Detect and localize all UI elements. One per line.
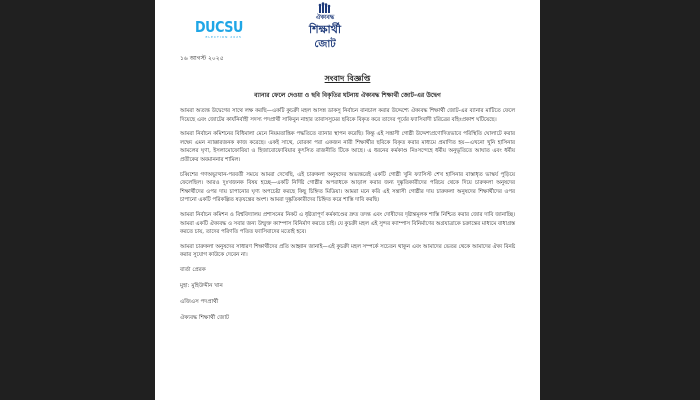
signature-name: মুহা: মুহিউদ্দীন খান [180,282,223,289]
paragraph: আমরা অত্যন্ত উদ্বেগের সাথে লক্ষ করছি—একটি কুচক্রী মহল আসন্ন ডাকসু নির্বাচন বানচাল করার উদ্দেশ্যে ঐক্যবদ্ধ শিক্ষার্থী জোট-এর ব্যানার মাটিতে ফেলে দিয়েছে এবং জোটের কার্যনির্বাহী সদস্য পদপ্রার্থী সাকিবুন নাহার তাবাসসুমের ছবিকে বিকৃত করে তাদের পূর্বের ফ্যাসিবাদী চরিত্রের বহিঃপ্রকাশ ঘটিয়েছে। [180,108,515,123]
alliance-logo-line3: জোট [314,39,336,50]
ducsu-logo-word: DUCSU [195,18,243,36]
alliance-logo-icon [295,2,355,52]
paragraph: চব্বিশের গণঅভ্যুত্থান-পরবর্তী সময়ে আমরা দেখেছি, এই চারুকলা অনুষদের অভ্যন্তরেই একটি গোষ্ঠী খুনি ফ্যাসিস্ট শেখ হাসিনার বাস্তাধৃত ভাস্কর্য পুড়িয়ে ফেলেছিল। আরও দুঃখজনক বিষয় হচ্ছে—একটি নির্দিষ্ট গোষ্ঠীর অপরাধকে আড়াল করার জন্য দুষ্কৃতিকারীদের পরিচয় থেকে দিয়ে চারুকলা অনুষদের শিক্ষার্থীদের ওপর দায় চাপানোর ঘৃণ্য অপচেষ্টা করছে কিছু চিহ্নিত মিডিয়া। আমরা মনে করি এই সন্ত্রাসী গোষ্ঠীর দায় চারুকলা অনুষদের শিক্ষার্থীদের ওপর চাপানো একটি পরিকল্পিত ষড়যন্ত্রের অংশ। আমরা দুষ্কৃতিকারীদের চিহ্নিত করে শাস্তি দাবি করছি। [180,171,515,204]
paragraph: আমরা চারুকলা অনুষদের সাধারণ শিক্ষার্থীদের প্রতি আহ্বান জানাই—এই কুচক্রী মহল সম্পর্কে সচেতন থাকুন এবং আমাদের ভেতর থেকে আমাদের ঐক্য বিনষ্ট করার সুযোগ কাউকে দেবেন না। [180,243,515,259]
ducsu-logo [195,20,251,39]
press-release-page [155,0,540,400]
alliance-logo-line1: ঐক্যবদ্ধ [315,14,335,21]
signature-position: এজিএস পদপ্রার্থী [180,298,219,305]
signature-organization: ঐক্যবদ্ধ শিক্ষার্থী জোট [180,314,230,321]
document-subtitle: ব্যানার ফেলে দেওয়া ও ছবি বিকৃতির ঘটনায় ঐক্যবদ্ধ শিক্ষার্থী জোট-এর উদ্বেগ [254,92,441,99]
paragraph: আমরা নির্বাচন কমিশন ও বিশ্ববিদ্যালয় প্রশাসনের নিকট এ ধৃষ্টতাপূর্ণ কর্মকাণ্ডের দ্রুত তদন্ত এবং দোষীদের দৃষ্টান্তমূলক শাস্তি নিশ্চিত করার জোর দাবি জানাচ্ছি। আমরা একটি ঐক্যবদ্ধ ও সবার জন্য উন্মুক্ত ক্যাম্পাস বিনির্মাণ করতে চাই। যে কুচক্রী মহল এই সুন্দর ক্যাম্পাস বিনির্মাণের অগ্রযাত্রাকে চক্রান্তের মাধ্যমে বাধাগ্রস্ত করতে চায়, তাদের পরিণতি পতিত ফ্যাসিবাদের মতোই হবে। [180,211,515,236]
signature-label: বার্তা প্রেরক [180,266,206,273]
release-date: ১৬ আগস্ট ২০২৫ [180,55,224,62]
alliance-logo [295,2,355,52]
document-title: সংবাদ বিজ্ঞপ্তি [324,74,371,83]
alliance-logo-line2: শিক্ষার্থী [308,23,342,36]
header-logos [155,0,540,68]
ducsu-logo-subtitle: ELECTION 2025 [205,35,242,39]
document-body [155,107,540,322]
signature-block [180,266,515,322]
paragraph: আমরা নির্বাচন কমিশনের বিধিমালা মেনে নিয়মতান্ত্রিক পদ্ধতিতে ব্যানার স্থাপন করেছি। কিন্তু এই সন্ত্রাসী গোষ্ঠী উদ্দেশ্যপ্রণোদিতভাবে পরিস্থিতি ঘোলাটে করার লক্ষ্যে এমন ন্যাক্কারজনক কাজ করেছে। একই সাথে, বোরকা পরা একজন নারী শিক্ষার্থীর ছবিকে বিকৃত করার মাধ্যমে প্রমাণিত হয়—এখনো খুনি হাসিনার আমলের ঘৃণা, ইসলামোফোবিয়া ও হিজাবোফোবিয়ার কুৎসিত রাজনীতি টিকে আছে। এ ধরনের কর্মকাণ্ড নিঃসন্দেহে ধর্মীয় অনুভূতিতে আঘাত এবং ধর্মীয় প্রতীকের অবমাননার শামিল। [180,131,516,163]
